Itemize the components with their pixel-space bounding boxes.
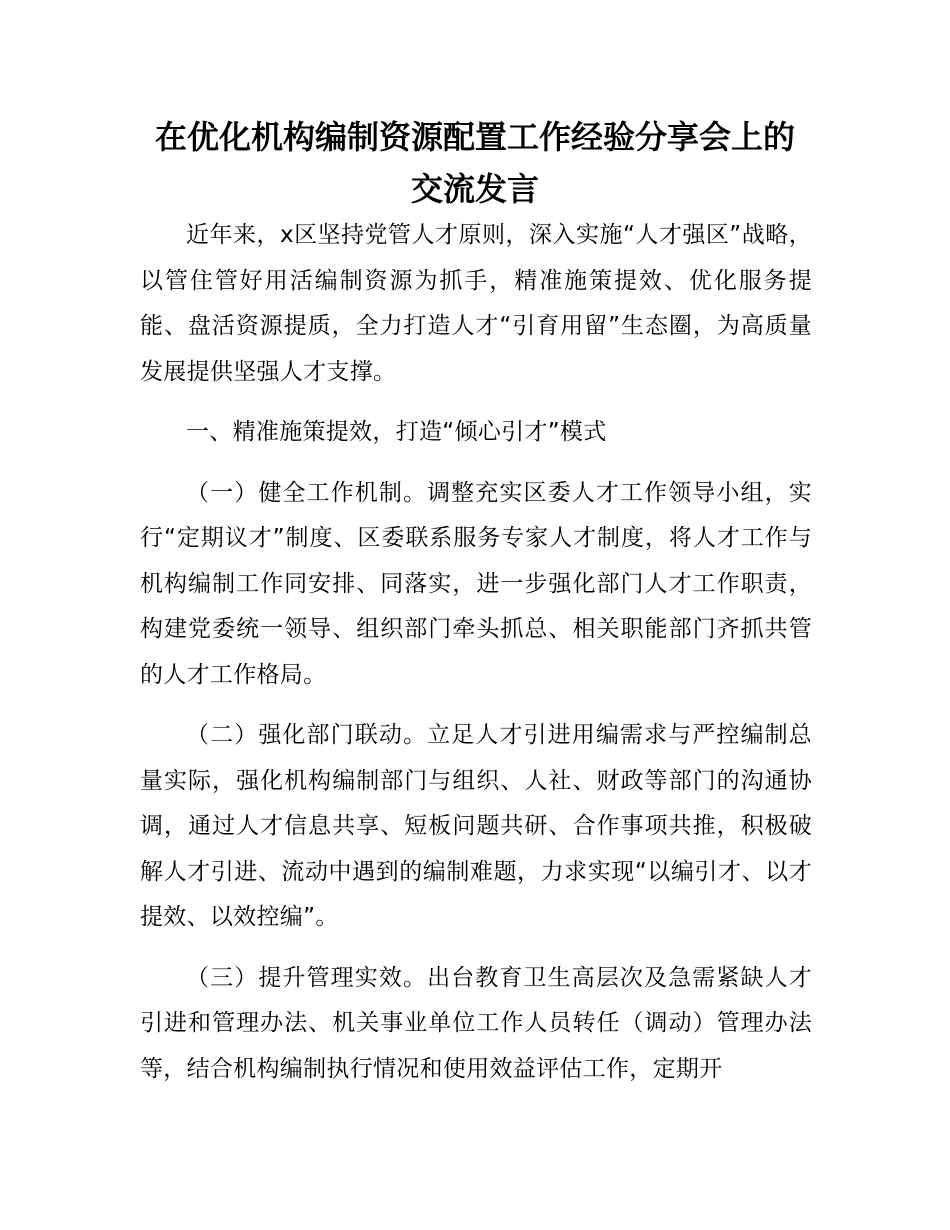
section-heading-1: 一、精准施策提效，打造“倾心引才”模式 <box>186 419 607 445</box>
paragraph-management: （三）提升管理实效。出台教育卫生高层次及急需紧缺人才引进和管理办法、机关事业单位工作人员转任（调动）管理办法等，结合机构编制执行情况和使用效益评估工作，定期开 <box>140 964 812 1082</box>
document-body <box>140 213 812 1107</box>
title-line-1: 在优化机构编制资源配置工作经验分享会上的 <box>154 118 795 156</box>
paragraph-coordination: （二）强化部门联动。立足人才引进用编需求与严控编制总量实际，强化机构编制部门与组织、人社、财政等部门的沟通协调，通过人才信息共享、短板问题共研、合作事项共推，积极破解人才引进、流动中遇到的编制难题，力求实现“以编引才、以才提效、以效控编”。 <box>140 722 812 930</box>
title-line-2: 交流发言 <box>410 170 539 208</box>
paragraph-mechanism: （一）健全工作机制。调整充实区委人才工作领导小组，实行“定期议才”制度、区委联系服务专家人才制度，将人才工作与机构编制工作同安排、同落实，进一步强化部门人才工作职责，构建党委统一领导、组织部门牵头抓总、相关职能部门齐抓共管的人才工作格局。 <box>140 479 812 688</box>
document-title <box>100 111 850 215</box>
intro-paragraph: 近年来，x区坚持党管人才原则，深入实施“人才强区”战略，以管住管好用活编制资源为抓手，精准施策提效、优化服务提能、盘活资源提质，全力打造人才“引育用留”生态圈，为高质量发展提供坚强人才支撑。 <box>140 222 812 385</box>
